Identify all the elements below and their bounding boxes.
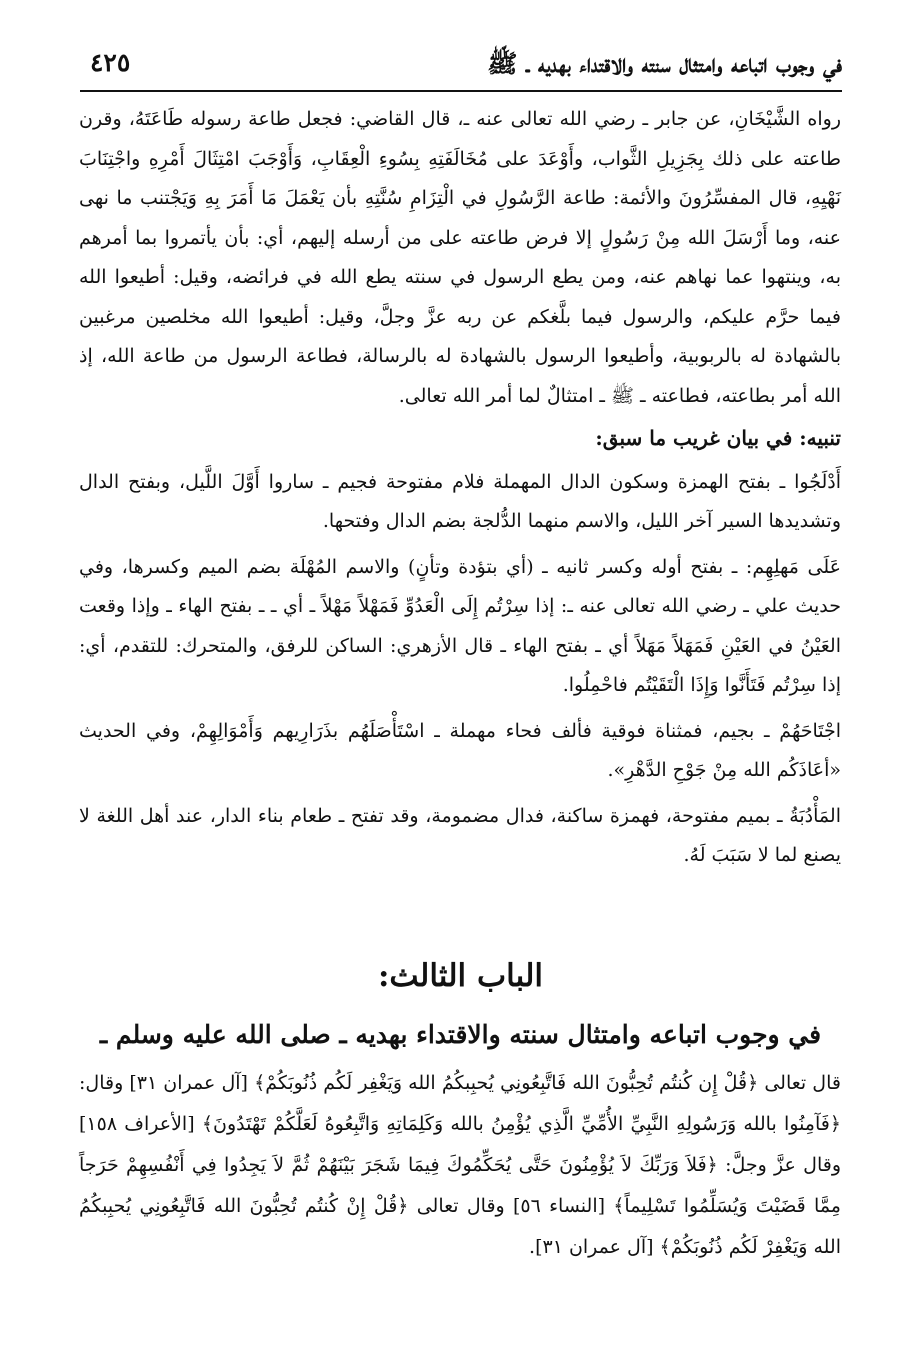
gloss-entry: أَدْلَجُوا ـ بفتح الهمزة وسكون الدال المهملة فلام مفتوحة فجيم ـ ساروا أَوَّلَ اللَّيل، وبفتح الدال وتشديدها السير آخر الليل، والاسم منهما الدُّلجة بضم الدال وفتحها. [79,470,841,532]
page-header [80,40,842,92]
gloss-entry: اجْتَاحَهُمْ ـ بجيم، فمثناة فوقية فألف فحاء مهملة ـ اسْتَأْصَلَهُم بذَرَارِيهم وَأَمْوَالِهِمْ، وفي الحديث «أعَاذَكُم الله مِنْ جَوْحِ الدَّهْرِ». [79,719,841,781]
main-text [79,100,841,882]
chapter-title: الباب الثالث: [377,958,544,994]
gloss-entry: المَأْدُبَةُ ـ بميم مفتوحة، فهمزة ساكنة، فدال مضمومة، وقد تفتح ـ طعام بناء الدار، عند أهل اللغة لا يصنع لما لا سَبَبَ لَهُ. [79,804,841,866]
running-title: في وجوب اتباعه وامتثال سنته والاقتداء بهديه ـ ﷺ [487,49,842,78]
chapter-subtitle: في وجوب اتباعه وامتثال سنته والاقتداء بهديه ـ صلى الله عليه وسلم ـ [99,1020,822,1049]
gloss-entry: عَلَى مَهلِهِم: ـ بفتح أوله وكسر ثانيه ـ (أي بتؤدة وتأنٍ) والاسم المُهْلَة بضم الميم وكسرها، وفي حديث علي ـ رضي الله تعالى عنه ـ: إذا سِرْتُم إِلَى الْعَدُوِّ فَمَهْلاً مَهْلاً ـ أي ـ ـ بفتح الهاء ـ وإذا وقعت العَيْنُ في العَيْنِ فَمَهَلاً مَهَلاً أي ـ بفتح الهاء ـ قال الأزهري: الساكن للرفق، والمتحرك: للتقدم، أي: إذا سِرْتُم فَتَأَنَّوا وَإِذَا الْتَقَيْتُم فاحْمِلُوا. [79,555,841,696]
chapter-text [79,1063,841,1268]
note-heading: تنبيه: في بيان غريب ما سبق: [595,426,841,450]
paragraph: قال تعالى ﴿قُلْ إِن كُنتُم تُحِبُّونَ الله فَاتَّبِعُونِي يُحبِبكُمُ الله وَيَغْفِر لَكُم ذُنُوبَكُمْ﴾ [آل عمران ٣١] وقال: ﴿فَآمِنُوا بالله وَرَسُولِهِ النَّبِيِّ الأُمِّيِّ الَّذِي يُؤْمِنُ بالله وَكَلِمَاتِهِ وَاتَّبِعُوهُ لَعَلَّكُمْ تَهْتَدُونَ﴾ [الأعراف ١٥٨] وقال عزَّ وجلَّ: ﴿فَلاَ وَرَبِّكَ لاَ يُؤْمِنُونَ حَتَّى يُحَكِّمُوكَ فِيمَا شَجَرَ بَيْنَهُمْ ثُمَّ لاَ يَجِدُوا فِي أَنْفُسِهِمْ حَرَجاً مِمَّا قَضَيْتَ وَيُسَلِّمُوا تَسْلِيماً﴾ [النساء ٥٦] وقال تعالى ﴿قُلْ إِنْ كُنتُم تُحِبُّونَ الله فَاتَّبِعُونِي يُحبِبكُمُ الله وَيَغْفِرْ لَكُم ذُنُوبَكُمْ﴾ [آل عمران ٣١]. [79,1072,841,1258]
paragraph: رواه الشَّيْخَانِ، عن جابر ـ رضي الله تعالى عنه ـ، قال القاضي: فجعل طاعة رسوله طَاعَتَهُ، وقرن طاعته على ذلك بِجَزِيلِ الثَّواب، وأَوْعَدَ على مُخَالَفَتِهِ بِسُوءِ الْعِقَابِ، وَأَوْجَبَ امْتِثَالَ أَمْرِهِ واجْتِنَابَ نَهْيِهِ، قال المفسِّرُونَ والأئمة: طاعة الرَّسُولِ في الْتِزَامِ سُنَّتِهِ بأن يَعْمَلَ مَا أَمَرَ بِهِ وَيَجْتنب ما نهى عنه، وما أَرْسَلَ الله مِنْ رَسُولٍ إلا فرض طاعته على من أرسله إليهم، أي: بأن يأتمروا بما أمرهم به، وينتهوا عما نهاهم عنه، ومن يطع الرسول في سنته يطع الله في فرائضه، وقيل: أطيعوا الله فيما حرَّم عليكم، والرسول فيما بلَّغكم عن ربه عزَّ وجلَّ، وقيل: أطيعوا الله مخلصين مرغبين بالشهادة له بالربوبية، وأطيعوا الرسول بالشهادة له بالرسالة، فطاعة الرسول من طاعة الله، إذ الله أمر بطاعته، فطاعته ـ ﷺ ـ امتثالٌ لما أمر الله تعالى. [79,108,841,407]
page-number: ٤٢٥ [90,48,131,77]
